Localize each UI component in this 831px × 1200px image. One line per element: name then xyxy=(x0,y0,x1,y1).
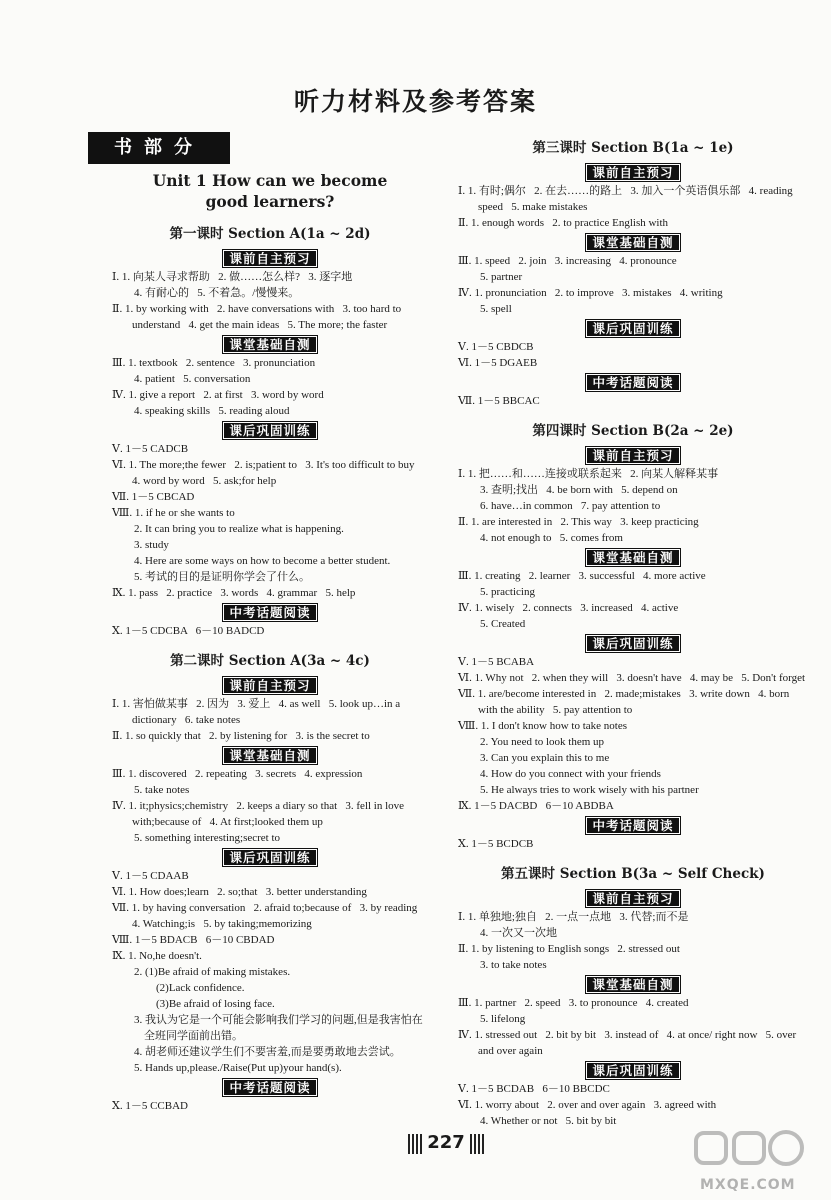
answer-line: 4. speaking skills 5. reading aloud xyxy=(134,405,290,417)
answer-line: Ⅹ. 1－5 BCDCB xyxy=(458,838,534,850)
answer-list xyxy=(458,393,808,409)
block-tag-wrap xyxy=(112,745,428,765)
answer-line: Ⅵ. 1－5 DGAEB xyxy=(458,357,538,369)
unit-title-line2: good learners? xyxy=(205,192,335,211)
answer-list xyxy=(112,766,428,846)
answer-line: 4. How do you connect with your friends xyxy=(480,768,661,780)
answer-list xyxy=(458,995,808,1059)
block-tag-wrap xyxy=(112,847,428,867)
answer-list xyxy=(112,696,428,744)
block-tag: 课堂基础自测 xyxy=(222,335,317,354)
left-column xyxy=(112,126,428,1114)
answer-line: 5. 考试的目的是证明你学会了什么。 xyxy=(134,571,310,583)
answer-line: 3. Can you explain this to me xyxy=(480,752,610,764)
answer-line: Ⅲ. 1. discovered 2. repeating 3. secrets 4. expression xyxy=(112,768,363,780)
answer-line: 3. to take notes xyxy=(480,959,547,971)
answer-list xyxy=(458,183,808,231)
block-tag: 课堂基础自测 xyxy=(585,548,680,567)
answer-line: (2)Lack confidence. xyxy=(156,982,245,994)
answer-line: 3. 查明;找出 4. be born with 5. depend on xyxy=(480,484,678,496)
right-column xyxy=(458,126,808,1129)
lesson-heading: 第五课时 Section B(3a ~ Self Check) xyxy=(501,866,765,882)
answer-line: Ⅳ. 1. stressed out 2. bit by bit 3. instead of 4. at once/ right now 5. over and over again xyxy=(458,1029,799,1057)
unit-title-line1: Unit 1 How can we become xyxy=(152,171,388,190)
left-sections xyxy=(112,222,428,1114)
decor-bars-left xyxy=(408,1134,422,1154)
unit-title xyxy=(112,170,428,212)
block-tag-wrap xyxy=(458,633,808,653)
answer-line: 4. Whether or not 5. bit by bit xyxy=(480,1115,617,1127)
watermark-emblem-icon xyxy=(690,1125,810,1181)
answer-line: 4. 有耐心的 5. 不着急。/慢慢来。 xyxy=(134,287,300,299)
right-sections xyxy=(458,136,808,1129)
answer-line: 5. lifelong xyxy=(480,1013,526,1025)
answer-line: Ⅰ. 1. 向某人寻求帮助 2. 做……怎么样? 3. 逐字地 xyxy=(112,271,353,283)
answer-line: 4. 一次又一次地 xyxy=(480,927,557,939)
answer-line: 5. spell xyxy=(480,303,512,315)
decor-bars-right xyxy=(470,1134,484,1154)
block-tag: 课堂基础自测 xyxy=(585,233,680,252)
answer-list xyxy=(458,568,808,632)
answer-line: Ⅷ. 1－5 BDACB 6－10 CBDAD xyxy=(112,934,275,946)
answer-line: Ⅹ. 1－5 CCBAD xyxy=(112,1100,188,1112)
block-tag-wrap xyxy=(112,675,428,695)
answer-line: Ⅰ. 1. 单独地;独自 2. 一点一点地 3. 代替;而不是 xyxy=(458,911,689,923)
answer-line: 5. He always tries to work wisely with his partner xyxy=(480,784,699,796)
answer-line: Ⅲ. 1. speed 2. join 3. increasing 4. pronounce xyxy=(458,255,677,267)
answer-line: Ⅸ. 1. No,he doesn't. xyxy=(112,950,202,962)
answer-line: Ⅵ. 1. Why not 2. when they will 3. doesn't have 4. may be 5. Don't forget xyxy=(458,672,806,684)
block-tag-wrap xyxy=(458,445,808,465)
answer-line: Ⅰ. 1. 把……和……连接或联系起来 2. 向某人解释某事 xyxy=(458,468,719,480)
answer-list xyxy=(112,1098,428,1114)
answer-line: Ⅵ. 1. worry about 2. over and over again 3. agreed with xyxy=(458,1099,717,1111)
answer-line: Ⅴ. 1－5 CDAAB xyxy=(112,870,189,882)
answer-line: Ⅰ. 1. 害怕做某事 2. 因为 3. 爱上 4. as well 5. look up…in a dictionary 6. take notes xyxy=(112,698,403,726)
answer-line: Ⅳ. 1. it;physics;chemistry 2. keeps a diary so that 3. fell in love with;because of 4. At first;looked them up xyxy=(112,800,407,828)
answer-line: Ⅰ. 1. 有时;偶尔 2. 在去……的路上 3. 加入一个英语俱乐部 4. reading speed 5. make mistakes xyxy=(458,185,796,213)
answer-line: Ⅱ. 1. by working with 2. have conversations with 3. too hard to understand 4. get the main ideas 5. The more; the faster xyxy=(112,303,404,331)
block-tag-wrap xyxy=(112,602,428,622)
answer-list xyxy=(458,466,808,546)
lesson-heading: 第二课时 Section A(3a ~ 4c) xyxy=(170,653,370,669)
answer-line: Ⅶ. 1. are/become interested in 2. made;mistakes 3. write down 4. born with the ability 5. pay attention to xyxy=(458,688,793,716)
block-tag: 课后巩固训练 xyxy=(585,1061,680,1080)
answer-list xyxy=(112,269,428,333)
block-tag: 课后巩固训练 xyxy=(585,634,680,653)
block-tag-wrap xyxy=(458,974,808,994)
answer-line: Ⅸ. 1－5 DACBD 6－10 ABDBA xyxy=(458,800,614,812)
block-tag: 课后巩固训练 xyxy=(222,421,317,440)
block-tag: 课前自主预习 xyxy=(585,446,680,465)
block-tag: 课后巩固训练 xyxy=(222,848,317,867)
block-tag-wrap xyxy=(458,232,808,252)
answer-line: Ⅴ. 1－5 BCDAB 6－10 BBCDC xyxy=(458,1083,610,1095)
answer-line: 2. You need to look them up xyxy=(480,736,605,748)
answer-line: 5. Hands up,please./Raise(Put up)your hand(s). xyxy=(134,1062,342,1074)
answer-line: 5. Created xyxy=(480,618,526,630)
answer-line: 4. not enough to 5. comes from xyxy=(480,532,623,544)
answer-line: Ⅷ. 1. if he or she wants to xyxy=(112,507,235,519)
answer-list xyxy=(458,253,808,317)
watermark-logo xyxy=(690,1125,820,1195)
answer-line: Ⅶ. 1. by having conversation 2. afraid to;because of 3. by reading 4. Watching;is 5. by taking;memorizing xyxy=(112,902,426,930)
answer-line: Ⅵ. 1. The more;the fewer 2. is;patient to 3. It's too difficult to buy 4. word by word 5. ask;for help xyxy=(112,459,423,487)
block-tag: 课前自主预习 xyxy=(585,163,680,182)
answer-list xyxy=(458,654,808,814)
answer-list xyxy=(458,836,808,852)
answer-list xyxy=(458,909,808,973)
lesson-heading: 第四课时 Section B(2a ~ 2e) xyxy=(532,423,734,439)
block-tag: 中考话题阅读 xyxy=(585,373,680,392)
answer-line: Ⅴ. 1－5 CADCB xyxy=(112,443,189,455)
answer-line: Ⅳ. 1. wisely 2. connects 3. increased 4. active xyxy=(458,602,679,614)
page-title: 听力材料及参考答案 xyxy=(293,87,537,116)
block-tag: 课前自主预习 xyxy=(222,676,317,695)
answer-line: Ⅲ. 1. creating 2. learner 3. successful 4. more active xyxy=(458,570,706,582)
section-banner: 书部分 xyxy=(88,132,230,164)
answer-line: 5. take notes xyxy=(134,784,190,796)
lesson-heading: 第一课时 Section A(1a ~ 2d) xyxy=(169,226,371,242)
answer-line: 2. It can bring you to realize what is happening. xyxy=(134,523,344,535)
answer-line: 3. 我认为它是一个可能会影响我们学习的问题,但是我害怕在全班同学面前出错。 xyxy=(134,1014,423,1042)
block-tag: 中考话题阅读 xyxy=(222,603,317,622)
answer-line: 5. something interesting;secret to xyxy=(134,832,281,844)
answer-line: Ⅴ. 1－5 BCABA xyxy=(458,656,535,668)
answer-line: 2. (1)Be afraid of making mistakes. xyxy=(134,966,291,978)
answer-line: Ⅸ. 1. pass 2. practice 3. words 4. grammar 5. help xyxy=(112,587,356,599)
block-tag-wrap xyxy=(112,420,428,440)
answer-list xyxy=(112,355,428,419)
answer-line: 4. patient 5. conversation xyxy=(134,373,251,385)
answer-line: Ⅴ. 1－5 CBDCB xyxy=(458,341,534,353)
answer-line: Ⅵ. 1. How does;learn 2. so;that 3. better understanding xyxy=(112,886,367,898)
block-tag-wrap xyxy=(458,1060,808,1080)
answer-list xyxy=(458,1081,808,1129)
answer-list xyxy=(112,441,428,601)
block-tag: 中考话题阅读 xyxy=(222,1078,317,1097)
answer-line: Ⅱ. 1. enough words 2. to practice English with xyxy=(458,217,669,229)
answer-line: Ⅶ. 1－5 CBCAD xyxy=(112,491,195,503)
block-tag: 课后巩固训练 xyxy=(585,319,680,338)
answer-line: Ⅱ. 1. so quickly that 2. by listening for 3. is the secret to xyxy=(112,730,370,742)
answer-line: 5. partner xyxy=(480,271,523,283)
answer-line: Ⅶ. 1－5 BBCAC xyxy=(458,395,540,407)
block-tag: 课前自主预习 xyxy=(222,249,317,268)
answer-line: Ⅱ. 1. by listening to English songs 2. stressed out xyxy=(458,943,680,955)
page-number: 227 xyxy=(410,1132,482,1156)
answer-line: Ⅲ. 1. partner 2. speed 3. to pronounce 4. created xyxy=(458,997,689,1009)
answer-line: 5. practicing xyxy=(480,586,535,598)
answer-list xyxy=(458,339,808,371)
block-tag-wrap xyxy=(458,888,808,908)
answer-line: Ⅳ. 1. pronunciation 2. to improve 3. mistakes 4. writing xyxy=(458,287,723,299)
answer-line: 4. 胡老师还建议学生们不要害羞,而是要勇敢地去尝试。 xyxy=(134,1046,401,1058)
block-tag-wrap xyxy=(458,318,808,338)
block-tag-wrap xyxy=(458,162,808,182)
block-tag-wrap xyxy=(112,1077,428,1097)
block-tag-wrap xyxy=(458,547,808,567)
answer-line: 3. study xyxy=(134,539,169,551)
answer-line: 4. Here are some ways on how to become a better student. xyxy=(134,555,391,567)
lesson-heading: 第三课时 Section B(1a ~ 1e) xyxy=(532,140,734,156)
answer-line: Ⅱ. 1. are interested in 2. This way 3. keep practicing xyxy=(458,516,699,528)
answer-line: 6. have…in common 7. pay attention to xyxy=(480,500,661,512)
answer-line: Ⅲ. 1. textbook 2. sentence 3. pronunciation xyxy=(112,357,316,369)
block-tag: 课堂基础自测 xyxy=(585,975,680,994)
block-tag-wrap xyxy=(458,815,808,835)
answer-line: Ⅹ. 1－5 CDCBA 6－10 BADCD xyxy=(112,625,265,637)
block-tag-wrap xyxy=(458,372,808,392)
watermark-text: MXQE.COM xyxy=(700,1177,796,1193)
answer-line: Ⅳ. 1. give a report 2. at first 3. word by word xyxy=(112,389,324,401)
block-tag-wrap xyxy=(112,248,428,268)
block-tag: 课前自主预习 xyxy=(585,889,680,908)
answer-line: (3)Be afraid of losing face. xyxy=(156,998,275,1010)
block-tag-wrap xyxy=(112,334,428,354)
block-tag: 课堂基础自测 xyxy=(222,746,317,765)
answer-line: Ⅷ. 1. I don't know how to take notes xyxy=(458,720,628,732)
answer-list xyxy=(112,868,428,1076)
block-tag: 中考话题阅读 xyxy=(585,816,680,835)
answer-list xyxy=(112,623,428,639)
